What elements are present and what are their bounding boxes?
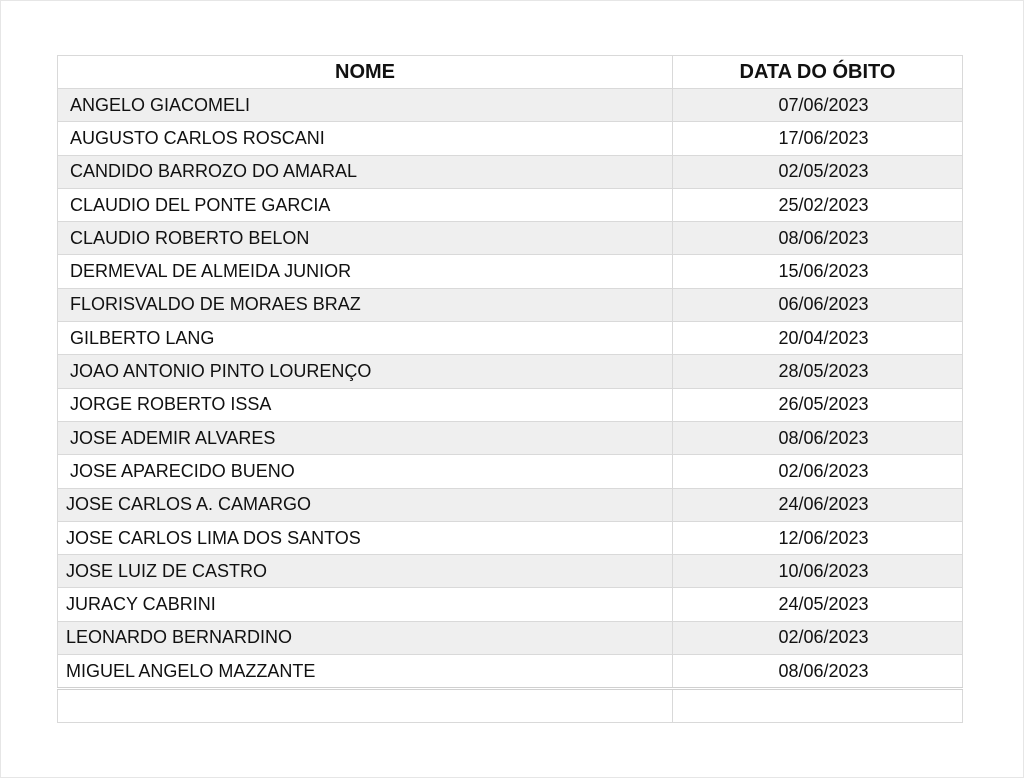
name-cell: ANGELO GIACOMELI (58, 89, 673, 122)
empty-date-cell (673, 689, 963, 723)
table-row (58, 322, 963, 355)
date-cell: 02/05/2023 (673, 155, 963, 188)
table-row (58, 655, 963, 689)
date-cell: 07/06/2023 (673, 89, 963, 122)
name-cell: JURACY CABRINI (58, 588, 673, 621)
date-cell: 02/06/2023 (673, 621, 963, 654)
table-header-row (58, 56, 963, 89)
table-row (58, 222, 963, 255)
table-row (58, 122, 963, 155)
table-row (58, 388, 963, 421)
column-header-name: NOME (58, 56, 673, 89)
table-row (58, 621, 963, 654)
table-row (58, 488, 963, 521)
date-cell: 28/05/2023 (673, 355, 963, 388)
name-cell: JOSE CARLOS LIMA DOS SANTOS (58, 521, 673, 554)
table-row (58, 89, 963, 122)
name-cell: JOSE ADEMIR ALVARES (58, 421, 673, 454)
name-cell: JOSE APARECIDO BUENO (58, 455, 673, 488)
date-cell: 17/06/2023 (673, 122, 963, 155)
table-row (58, 255, 963, 288)
table-row (58, 455, 963, 488)
table-row (58, 155, 963, 188)
date-cell: 08/06/2023 (673, 222, 963, 255)
name-cell: FLORISVALDO DE MORAES BRAZ (58, 288, 673, 321)
date-cell: 20/04/2023 (673, 322, 963, 355)
name-cell: GILBERTO LANG (58, 322, 673, 355)
date-cell: 24/05/2023 (673, 588, 963, 621)
date-cell: 02/06/2023 (673, 455, 963, 488)
name-cell: CLAUDIO DEL PONTE GARCIA (58, 188, 673, 221)
table-row (58, 588, 963, 621)
table-row (58, 355, 963, 388)
name-cell: JORGE ROBERTO ISSA (58, 388, 673, 421)
empty-name-cell (58, 689, 673, 723)
name-cell: CANDIDO BARROZO DO AMARAL (58, 155, 673, 188)
date-cell: 12/06/2023 (673, 521, 963, 554)
table-row (58, 188, 963, 221)
name-cell: MIGUEL ANGELO MAZZANTE (58, 655, 673, 689)
name-cell: LEONARDO BERNARDINO (58, 621, 673, 654)
name-cell: DERMEVAL DE ALMEIDA JUNIOR (58, 255, 673, 288)
date-cell: 24/06/2023 (673, 488, 963, 521)
obituary-table (57, 55, 963, 723)
name-cell: JOSE LUIZ DE CASTRO (58, 555, 673, 588)
name-cell: AUGUSTO CARLOS ROSCANI (58, 122, 673, 155)
date-cell: 08/06/2023 (673, 421, 963, 454)
date-cell: 08/06/2023 (673, 655, 963, 689)
table-row (58, 421, 963, 454)
date-cell: 15/06/2023 (673, 255, 963, 288)
name-cell: CLAUDIO ROBERTO BELON (58, 222, 673, 255)
table-row (58, 521, 963, 554)
name-cell: JOSE CARLOS A. CAMARGO (58, 488, 673, 521)
column-header-date: DATA DO ÓBITO (673, 56, 963, 89)
name-cell: JOAO ANTONIO PINTO LOURENÇO (58, 355, 673, 388)
date-cell: 25/02/2023 (673, 188, 963, 221)
date-cell: 26/05/2023 (673, 388, 963, 421)
empty-table-row (58, 689, 963, 723)
table-row (58, 555, 963, 588)
date-cell: 10/06/2023 (673, 555, 963, 588)
table-row (58, 288, 963, 321)
date-cell: 06/06/2023 (673, 288, 963, 321)
